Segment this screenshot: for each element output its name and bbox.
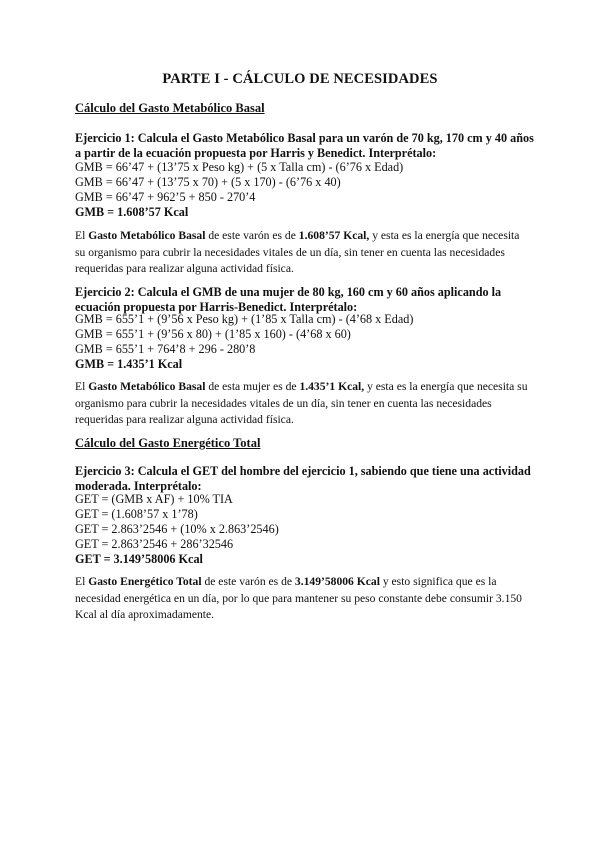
section-heading-gmb: Cálculo del Gasto Metabólico Basal: [75, 101, 265, 115]
exercise-3-formula-line: GET = (1.608’57 x 1’78): [75, 507, 198, 521]
exercise-2-interpretation: El Gasto Metabólico Basal de esta mujer es de 1.435’1 Kcal, y esta es la energía que necesita su organismo para cubrir la necesidades vitales de un día, sin tener en cuenta las necesidades requeridas para realizar alguna actividad física.: [75, 380, 528, 426]
exercise-1-title: Ejercicio 1: Calcula el Gasto Metabólico Basal para un varón de 70 kg, 170 cm y 40 años a partir de la ecuación propuesta por Harris y Benedict. Interprétalo:: [75, 131, 534, 160]
exercise-1-result: GMB = 1.608’57 Kcal: [75, 205, 189, 219]
exercise-3-interpretation: El Gasto Energético Total de este varón es de 3.149’58006 Kcal y esto significa que es la necesidad energética en un día, por lo que para mantener su peso constante debe consumir 3.150 Kcal al día aproximadamente.: [75, 575, 522, 621]
exercise-3-formula-line: GET = (GMB x AF) + 10% TIA: [75, 492, 233, 506]
exercise-1-formula-line: GMB = 66’47 + (13’75 x 70) + (5 x 170) - (6’76 x 40): [75, 175, 341, 189]
exercise-2-title: Ejercicio 2: Calcula el GMB de una mujer de 80 kg, 160 cm y 60 años aplicando la ecuación propuesta por Harris-Benedict. Interprétalo:: [75, 285, 502, 314]
exercise-3-formula-line: GET = 2.863’2546 + (10% x 2.863’2546): [75, 522, 279, 536]
exercise-3-formula-line: GET = 2.863’2546 + 286’32546: [75, 537, 234, 551]
exercise-2-formula-line: GMB = 655’1 + (9’56 x 80) + (1’85 x 160) - (4’68 x 60): [75, 327, 351, 341]
exercise-2-result: GMB = 1.435’1 Kcal: [75, 357, 183, 371]
exercise-1-interpretation: El Gasto Metabólico Basal de este varón es de 1.608’57 Kcal, y esta es la energía que necesita su organismo para cubrir la necesidades vitales de un día, sin tener en cuenta las necesidades requeridas para realizar alguna actividad física.: [75, 229, 520, 275]
exercise-1-formula-line: GMB = 66’47 + 962’5 + 850 - 270’4: [75, 190, 256, 204]
exercise-3-title: Ejercicio 3: Calcula el GET del hombre del ejercicio 1, sabiendo que tiene una actividad moderada. Interprétalo:: [75, 464, 531, 493]
page-title: PARTE I - CÁLCULO DE NECESIDADES: [162, 71, 438, 87]
exercise-1-formula-line: GMB = 66’47 + (13’75 x Peso kg) + (5 x Talla cm) - (6’76 x Edad): [75, 160, 404, 174]
exercise-3-result: GET = 3.149’58006 Kcal: [75, 552, 203, 566]
section-heading-get: Cálculo del Gasto Energético Total: [75, 436, 261, 450]
exercise-2-formula-line: GMB = 655’1 + (9’56 x Peso kg) + (1’85 x Talla cm) - (4’68 x Edad): [75, 312, 414, 326]
exercise-2-formula-line: GMB = 655’1 + 764’8 + 296 - 280’8: [75, 342, 256, 356]
